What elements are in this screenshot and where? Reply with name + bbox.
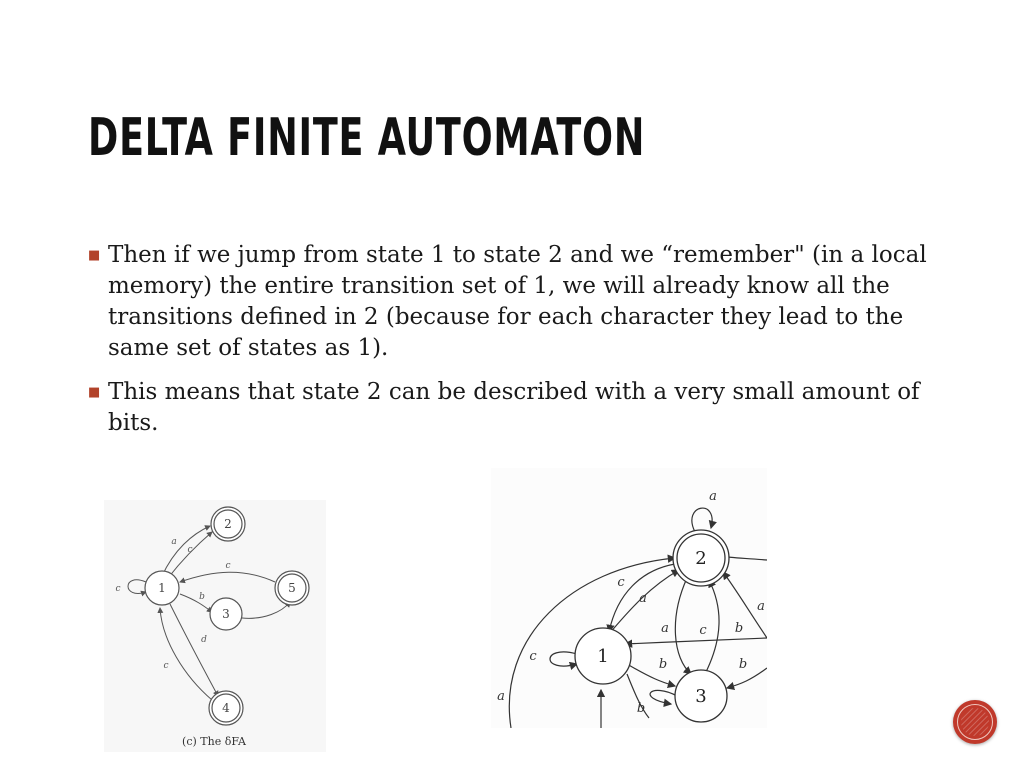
edge-label: b (734, 621, 744, 636)
state-label: 5 (288, 581, 296, 595)
edge-label: c (529, 649, 537, 664)
edge-label: b (636, 701, 646, 716)
edge-1-2-c (162, 526, 210, 576)
edge-label: a (661, 621, 669, 636)
edge-4-1-c (160, 608, 212, 700)
edge-1-self (128, 580, 146, 594)
edge-label: a (639, 591, 647, 606)
state-label: 1 (597, 646, 609, 667)
dfa-figure-right (491, 468, 767, 728)
edge-label: a (497, 689, 505, 704)
bullet-square-icon: ■ (88, 248, 101, 263)
state-label: 2 (695, 548, 707, 569)
edge-label: b (199, 592, 205, 602)
state-label: 1 (158, 581, 166, 595)
edge-label: a (757, 599, 765, 614)
edge-label: c (699, 623, 707, 638)
state-label: 3 (222, 607, 230, 621)
edge-right-1 (625, 638, 767, 644)
slide-title: DELTA FINITE AUTOMATON (88, 108, 646, 168)
edge-1-self (550, 652, 577, 666)
edge-3-self (650, 690, 677, 704)
edge-1-3 (180, 594, 212, 612)
bullet-text: Then if we jump from state 1 to state 2 and we “remember" (in a local memory) the entire transition set of 1, we will already know all the transitions defined in 2 (because for each character they lead to the same set of states as 1). (108, 242, 927, 361)
bullet-list (88, 240, 948, 452)
bullet-square-icon: ■ (88, 385, 101, 400)
edge-3-2-right (705, 580, 719, 674)
bullet-item (88, 240, 948, 364)
edge-label: c (187, 545, 193, 555)
dfa-figure-left (104, 500, 326, 752)
edge-label: c (225, 561, 231, 571)
dfa-diagram-left (104, 500, 326, 752)
state-label: 4 (222, 701, 230, 715)
dfa-diagram-right (491, 468, 767, 728)
edge-2-3-left (675, 578, 691, 674)
slide-nav-button[interactable] (953, 700, 997, 744)
bullet-text: This means that state 2 can be described with a very small amount of bits. (108, 379, 920, 436)
circle-nav-icon (961, 708, 989, 736)
edge-3-5 (242, 602, 290, 618)
edge-label: a (709, 489, 717, 504)
edge-5-1 (180, 572, 275, 582)
state-label: 2 (224, 517, 232, 531)
bullet-item (88, 377, 948, 439)
figure-caption: (c) The δFA (182, 735, 246, 748)
edge-label: c (163, 661, 169, 671)
state-label: 3 (695, 686, 707, 707)
edge-label: b (658, 657, 668, 672)
edge-label: c (115, 584, 121, 594)
edge-label: b (738, 657, 748, 672)
edge-2-self (692, 508, 712, 532)
edge-1-3 (627, 664, 675, 686)
edge-label: a (171, 537, 177, 547)
edge-label: d (201, 635, 207, 645)
edge-label: c (617, 575, 625, 590)
